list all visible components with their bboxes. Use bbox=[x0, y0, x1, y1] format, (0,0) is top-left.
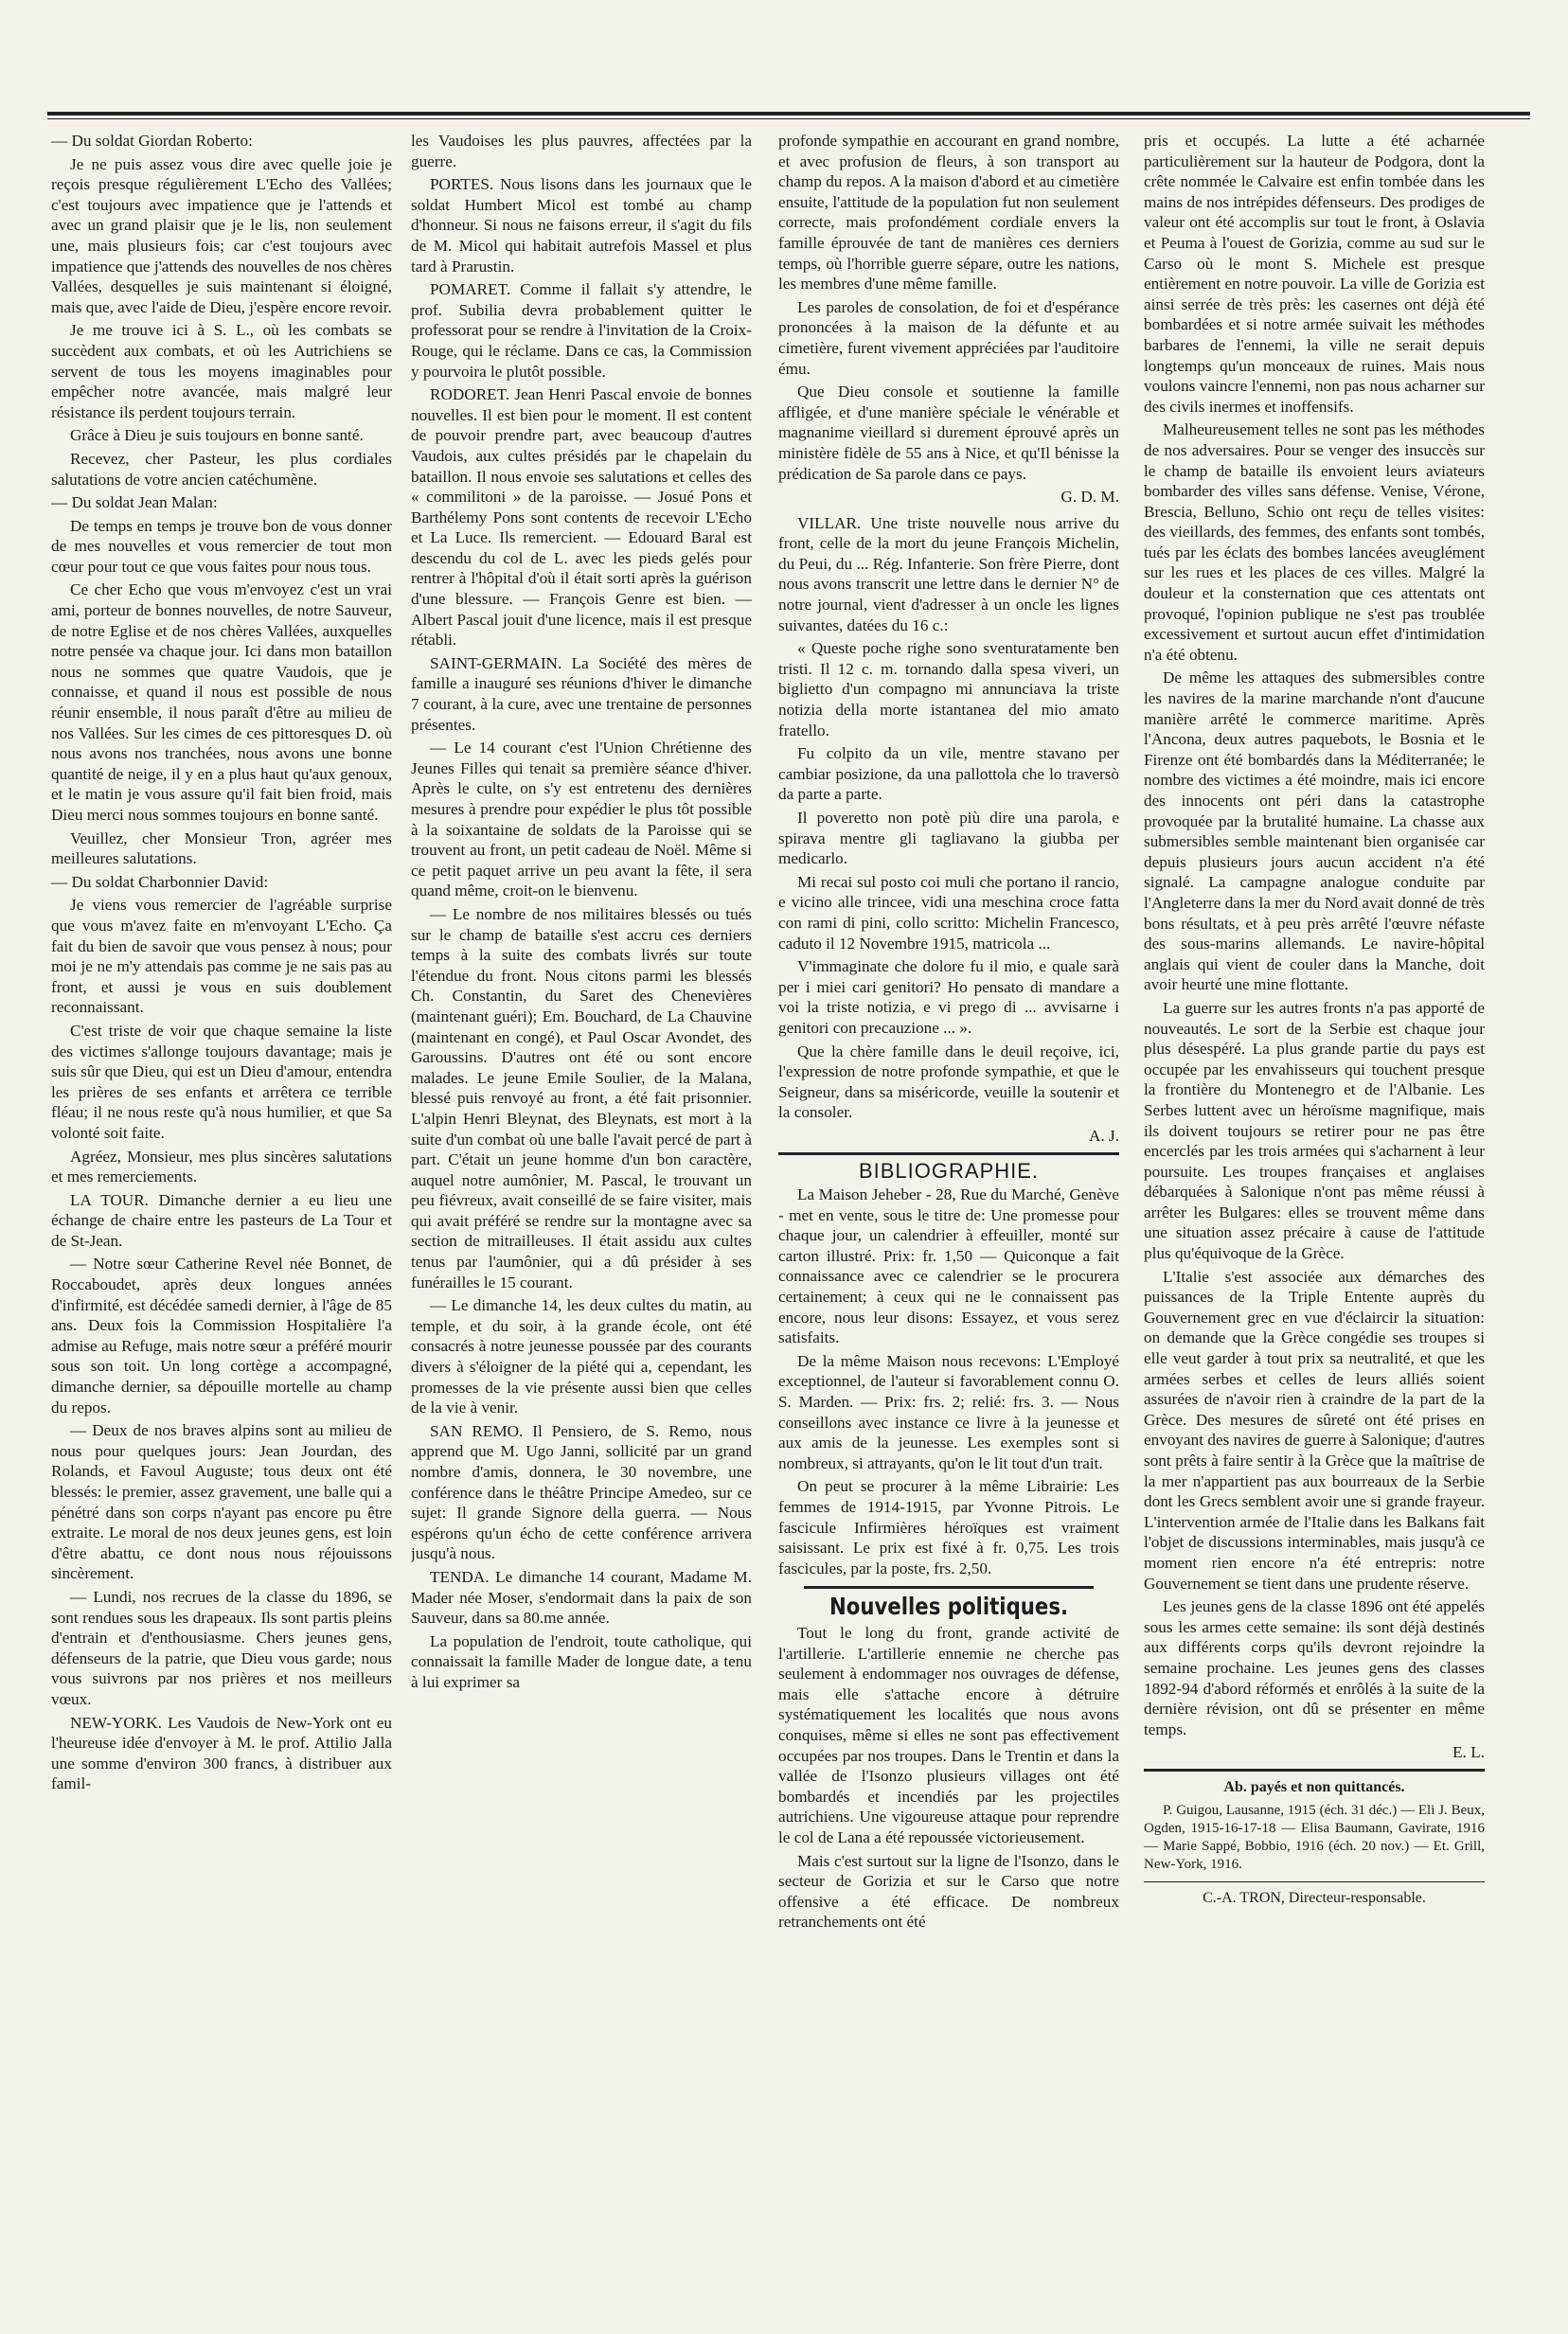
paragraph: La Maison Jeheber - 28, Rue du Marché, Genève - met en vente, sous le titre de: Une promesse pour chaque jour, un calendrier à effeuiller, monté sur carton illustré. Prix: fr. 1,50 — Quiconque a fait connaissance avec ce calendrier se le procurera certainement; à ceux qui ne le connaissent pas encore, nous leur disons: Essayez, et vous serez satisfaits. bbox=[778, 1185, 1119, 1347]
top-rule bbox=[47, 112, 1530, 116]
paragraph: Je viens vous remercier de l'agréable surprise que vous m'avez faite en m'envoyant L'Echo. Ça fait du bien de savoir que vous pensez à nous; pour moi je ne m'y attendais pas comme je ne sais pas au front, et aussi je vous en suis doublement reconnaissant. bbox=[51, 896, 392, 1017]
paragraph: VILLAR. Une triste nouvelle nous arrive du front, celle de la mort du jeune François Michelin, du Peui, du ... Rég. Infanterie. Son frère Pierre, dont nous avons transcrit une lettre dans le dernier N° de notre journal, vient d'adresser à un oncle les lignes suivantes, datées du 16 c.: bbox=[778, 513, 1119, 634]
paragraph: Grâce à Dieu je suis toujours en bonne santé. bbox=[70, 426, 364, 445]
paragraph: Recevez, cher Pasteur, les plus cordiales salutations de votre ancien catéchumène. bbox=[51, 449, 392, 489]
paragraph: les Vaudoises les plus pauvres, affectées par la guerre. bbox=[411, 132, 752, 170]
paragraph: L'Italie s'est associée aux démarches des puissances de la Triple Entente auprès du Gouvernement grec en vue d'éclaircir la situation: on demande que la Grèce congédie ses troupes si elle veut garder à tout prix sa neutralité, et que les armées serbes et celles de leurs alliés soient assurées de n'avoir rien à craindre de la part de la Grèce. Des mesures de sûreté ont été prises en envoyant des navires de guerre à Salonique; d'autres sont prêts à faire sentir à la Grèce que la maîtrise de la mer n'appartient pas aux bourreaux de la Serbie dont les Grecs semblent avoir une si grande frayeur. L'intervention armée de l'Italie dans les Balkans fait l'objet de discussions interminables, mais jusqu'à ce moment rien encore n'a été entrepris: notre Gouvernement se tient dans une prudente réserve. bbox=[1144, 1267, 1485, 1593]
paragraph: profonde sympathie en accourant en grand nombre, et avec profusion de fleurs, à son transport au champ du repos. A la maison d'abord et au cimetière ensuite, l'attitude de la population fut non seulement correcte, mais profondément cordiale envers la famille éprouvée de tant de manières ces derniers temps, où l'horrible guerre sépare, outre les nations, les membres d'une même famille. bbox=[778, 132, 1119, 294]
paragraph: Les jeunes gens de la classe 1896 ont été appelés sous les armes cette semaine: ils sont déjà destinés aux différents corps qu'ils devront rejoindre la semaine prochaine. Les jeunes gens des classes 1892-94 d'abord réformés et enrôlés à la suite de la dernière révision, ont dû se présenter en même temps. bbox=[1144, 1597, 1485, 1738]
paragraph: Mais c'est surtout sur la ligne de l'Isonzo, dans le secteur de Gorizia et sur le Carso que notre offensive a été efficace. De nombreux retranchements ont été bbox=[778, 1851, 1119, 1932]
paragraph: La guerre sur les autres fronts n'a pas apporté de nouveautés. Le sort de la Serbie est chaque jour plus désespéré. La plus grande partie du pays est occupée par les envahisseurs qui touchent presque la frontière du Montenegro et de l'Albanie. Les Serbes luttent avec un héroïsme magnifique, mais ils doivent toujours se retirer pour ne pas être encerclés par les trois armées qui s'acharnent à leur poursuite. Les troupes françaises et anglaises débarquées à Salonique n'ont pas même réussi à arrêter les Bulgares: elles se trouvent même dans une situation assez précaire à cause de l'attitude plus qu'équivoque de la Grèce. bbox=[1144, 998, 1485, 1263]
paragraph: SAINT-GERMAIN. La Société des mères de famille a inauguré ses réunions d'hiver le dimanche 7 courant, à la cure, avec une trentaine de personnes présentes. bbox=[411, 653, 752, 734]
paragraph: V'immaginate che dolore fu il mio, e quale sarà per i miei cari genitori? Ho pensato di mandare a voi la triste notizia, e vi prego di ... avvisarne i genitori con precauzione ... ». bbox=[778, 957, 1119, 1037]
column-2 bbox=[411, 131, 752, 2214]
section-title-nouvelles-politiques: Nouvelles politiques. bbox=[804, 1586, 1094, 1617]
paragraph: Je me trouve ici à S. L., où les combats se succèdent aux combats, et où les Autrichiens se servent de tous les moyens imaginables pour empêcher notre avancée, mais malgré leur résistance ils perdent toujours terrain. bbox=[51, 321, 392, 421]
paragraph: Les paroles de consolation, de foi et d'espérance prononcées à la maison de la défunte et au cimetière, furent vivement appréciées par l'auditoire ému. bbox=[778, 297, 1119, 378]
paragraph: De même les attaques des submersibles contre les navires de la marine marchande n'ont d'aucune manière arrêté le commerce maritime. Après l'Ancona, deux autres paquebots, le Bosnia et le Firenze ont été bombardés dans la Méditerranée; le nombre des victimes a été moindre, mais ici encore des innocents ont péri dans la catastrophe provoquée par la brutalité humaine. La chasse aux submersibles semble maintenant bien organisée car depuis plusieurs jours aucun accident n'a été signalé. La campagne analogue conduite par l'Angleterre dans la mer du Nord avait donné de très bons résultats, et à peu près arrêté l'œuvre néfaste des sous-marins allemands. Le navire-hôpital anglais qui vient de couler dans la Manche, doit avoir heurté une mine flottante. bbox=[1144, 668, 1485, 994]
column-4 bbox=[1144, 131, 1485, 2157]
paragraph: C'est triste de voir que chaque semaine la liste des victimes s'allonge toujours davantage; mais je suis sûr que Dieu, qui est un Dieu d'amour, entendra les prières de ses enfants et arrêtera ce terrible fléau; il ne nous reste qu'à nous humilier, et que Sa volonté soit faite. bbox=[51, 1021, 392, 1142]
paragraph: — Notre sœur Catherine Revel née Bonnet, de Roccaboudet, après deux longues années d'infirmité, est décédée samedi dernier, à l'âge de 85 ans. Deux fois la Commission Hospitalière l'a admise au Refuge, mais notre sœur a préféré mourir sous son toit. Un long cortège a accompagné, dimanche dernier, sa dépouille mortelle au champ du repos. bbox=[51, 1255, 392, 1416]
paragraph: RODORET. Jean Henri Pascal envoie de bonnes nouvelles. Il est bien pour le moment. Il est content de pouvoir prendre part, avec beaucoup d'autres Vaudois, aux cultes présidés par le chapelain du bataillon. Il nous envoie ses salutations et celles des « commilitoni » de la paroisse. — Josué Pons et Barthélemy Pons sont contents de recevoir L'Echo et La Luce. Ils remercient. — Edouard Baral est descendu du col de L. avec les pieds gelés pour rentrer à l'hôpital d'où il était sorti après la guérison d'une blessure. — François Genre est bien. — Albert Pascal jouit d'une licence, mais il est presque rétabli. bbox=[411, 385, 752, 650]
paragraph: De la même Maison nous recevons: L'Employé exceptionnel, de l'auteur si favorablement connu O. S. Marden. — Prix: frs. 2; relié: frs. 3. — Nous conseillons avec instance ce livre à la jeunesse et aux amis de la jeunesse. Les exemples sont si nombreux, si attrayants, qu'on le lit tout d'un trait. bbox=[778, 1351, 1119, 1472]
paragraph: SAN REMO. Il Pensiero, de S. Remo, nous apprend que M. Ugo Janni, sollicité par un grand nombre d'amis, donnera, le 30 novembre, une conférence dans le théâtre Principe Amedeo, sur ce sujet: Il grande Signore della guerra. — Nous espérons qu'un écho de cette conférence arrivera jusqu'à nous. bbox=[411, 1421, 752, 1563]
letter-heading: — Du soldat Charbonnier David: bbox=[51, 872, 269, 891]
paragraph: On peut se procurer à la même Librairie: Les femmes de 1914-1915, par Yvonne Pitrois. Le fascicule Infirmières héroïques est vraiment saisissant. Le prix est fixé à fr. 0,75. Les trois fascicules, par la poste, frs. 2,50. bbox=[778, 1477, 1119, 1577]
signature: G. D. M. bbox=[1060, 488, 1119, 507]
paragraph: Il poveretto non potè più dire una parola, e spirava mentre gli tagliavano la giubba per medicarlo. bbox=[778, 809, 1119, 868]
paragraph: — Le dimanche 14, les deux cultes du matin, au temple, et du soir, à la grande école, ont été consacrés à notre jeunesse poussée par des courants divers à s'éloigner de la piété qui a, cependant, les promesses de la vie présente aussi bien que celles de la vie à venir. bbox=[411, 1296, 752, 1417]
paragraph: Agréez, Monsieur, mes plus sincères salutations et mes remerciements. bbox=[51, 1147, 392, 1186]
paragraph: — Lundi, nos recrues de la classe du 1896, se sont rendues sous les drapeaux. Ils sont partis pleins d'entrain et d'enthousiasme. Chers jeunes gens, défenseurs de la patrie, que Dieu vous garde; nous vous suivrons par nos prières et nos meilleurs vœux. bbox=[51, 1587, 392, 1708]
paragraph: LA TOUR. Dimanche dernier a eu lieu une échange de chaire entre les pasteurs de La Tour et de St-Jean. bbox=[51, 1190, 392, 1250]
signature: A. J. bbox=[1089, 1126, 1119, 1145]
paragraph: — Le 14 courant c'est l'Union Chrétienne des Jeunes Filles qui tenait sa première séance d'hiver. Après le culte, on s'y est entretenu des dernières mesures à prendre pour expédier le plus tôt possible à la soixantaine de soldats de la Paroisse qui se trouvent au front, un petit cadeau de Noël. Même si ce petit paquet arrive un peu avant la fête, il sera quand même, croit-on le bienvenu. bbox=[411, 739, 752, 900]
letter-heading: — Du soldat Giordan Roberto: bbox=[51, 132, 253, 150]
paragraph: De temps en temps je trouve bon de vous donner de mes nouvelles et vous remercier de tout mon cœur pour tout ce que vous faites pour nous tous. bbox=[51, 516, 392, 576]
paragraph: La population de l'endroit, toute catholique, qui connaissait la famille Mader de longue date, a tenu à lui exprimer sa bbox=[411, 1631, 752, 1691]
paragraph: Que Dieu console et soutienne la famille affligée, et d'une manière spéciale le vénérable et magnanime vieillard si durement éprouvé après un ministère fidèle de 55 ans à Nice, et qu'Il bénisse la prédication de Sa parole dans ce pays. bbox=[778, 383, 1119, 483]
section-title-bibliographie: BIBLIOGRAPHIE. bbox=[778, 1152, 1119, 1182]
paragraph: Mi recai sul posto coi muli che portano il rancio, e vicino alle trincee, vidi una meschina croce fatta con rami di pini, collo scritto: Michelin Francesco, caduto il 12 Novembre 1915, matricola ... bbox=[778, 872, 1119, 953]
paragraph: « Queste poche righe sono sventuratamente ben tristi. Il 12 c. m. tornando dalla spesa viveri, un biglietto d'un compagno mi annunciava la triste notizia della morte istantanea del mio amato fratello. bbox=[778, 639, 1119, 739]
paragraph: NEW-YORK. Les Vaudois de New-York ont eu l'heureuse idée d'envoyer à M. le prof. Attilio Jalla une somme d'environ 300 francs, à distribuer aux famil- bbox=[51, 1713, 392, 1793]
column-1 bbox=[51, 131, 392, 2308]
paragraph: — Le nombre de nos militaires blessés ou tués sur le champ de bataille s'est accru ces derniers temps à la suite des combats livrés sur toute l'étendue du front. Nous citons parmi les blessés Ch. Constantin, du Saret des Chenevières (maintenant guéri); Em. Bouchard, de La Chauvine (maintenant en congé), et Paul Oscar Avondet, des Garoussins. D'autres ont été ou sont encore malades. Le jeune Emile Soulier, de la Malana, blessé puis renvoyé au front, a été fait prisonnier. L'alpin Henri Bleynat, des Bleynats, est mort à la suite d'un combat où une balle l'avait percé de part à part. C'était un jeune homme d'un bon caractère, auquel notre aumônier, M. Pascal, le trouvant un peu fiévreux, avait conseillé de se faire visiter, mais qui avait préféré se rendre sur la montagne avec sa section de mitrailleuses. Il était assidu aux cultes tenus par l'aumônier, qui a dû présider à ses funérailles le 15 courant. bbox=[411, 904, 752, 1292]
column-3 bbox=[778, 131, 1119, 2280]
paragraph: Je ne puis assez vous dire avec quelle joie je reçois presque régulièrement L'Echo des Vallées; c'est toujours avec impatience que je l'attends et avec un grand plaisir que je le lis, non seulement une, mais plusieurs fois; car c'est toujours avec impatience que j'attends des nouvelles de nos chères Vallées, desquelles je suis maintenant si éloigné, mais que, avec l'aide de Dieu, j'espère encore revoir. bbox=[51, 154, 392, 316]
letter-heading: — Du soldat Jean Malan: bbox=[51, 493, 218, 512]
paragraph: TENDA. Le dimanche 14 courant, Madame M. Mader née Moser, s'endormait dans la paix de son Sauveur, dans sa 80.me année. bbox=[411, 1567, 752, 1628]
paragraph: Malheureusement telles ne sont pas les méthodes de nos adversaires. Pour se venger des insuccès sur le champ de bataille ils envoient leurs aviateurs bombarder des villes sans défense. Venise, Vérone, Brescia, Belluno, Schio ont reçu de telles visites: des vieillards, des femmes, des enfants sont tombés, tués par les éclats des bombes lancées aveuglément sur les rues et les places de ces villes. Malgré la douleur et la consternation que ces attentats ont provoqué, l'opinion publique ne s'est pas troublée excessivement et surtout aucun effet d'intimidation n'a été obtenu. bbox=[1144, 420, 1485, 664]
paragraph: Que la chère famille dans le deuil reçoive, ici, l'expression de notre profonde sympathie, et que le Seigneur, dans sa miséricorde, veuille la soutenir et la consoler. bbox=[778, 1042, 1119, 1122]
paragraph: Ce cher Echo que vous m'envoyez c'est un vrai ami, porteur de bonnes nouvelles, de notre Sauveur, de notre Eglise et de nos chères Vallées, auxquelles notre pensée va chaque jour. Ici dans mon bataillon nous ne sommes que quatre Vaudois, que je connaisse, et quand il nous est possible de nous réunir ensemble, il nous paraît d'être au milieu de nos Vallées. Sur les cimes de ces pittoresques D. où nous avons nos tranchées, nous avons une bonne quantité de neige, il y en a plus haut qu'aux genoux, et le matin je vous assure qu'il fait bien froid, mais Dieu merci nous sommes toujours en bonne santé. bbox=[51, 580, 392, 824]
paragraph: Veuillez, cher Monsieur Tron, agréer mes meilleures salutations. bbox=[51, 828, 392, 868]
paragraph: Tout le long du front, grande activité de l'artillerie. L'artillerie ennemie ne cherche pas seulement à endommager nos ouvrages de défense, mais elle s'attache encore à détruire systématiquement les localités que nous avons conquises, même si elles ne sont pas effectivement occupées par nos troupes. Dans le Trentin et dans la vallée de l'Isonzo plusieurs villages ont été bombardés et incendiés par les projectiles autrichiens. Une vigoureuse attaque pour reprendre le col de Lana a été repoussée victorieusement. bbox=[778, 1623, 1119, 1846]
subscriptions-title: Ab. payés et non quittancés. bbox=[1144, 1769, 1485, 1798]
signature: E. L. bbox=[1452, 1743, 1485, 1762]
subscriptions-list: P. Guigou, Lausanne, 1915 (éch. 31 déc.) — Eli J. Beux, Ogden, 1915-16-17-18 — Elisa Baumann, Gavirate, 1916 — Marie Sappé, Bobbio, 1916 (éch. 20 nov.) — Et. Grill, New-York, 1916. bbox=[1144, 1802, 1485, 1872]
paragraph: PORTES. Nous lisons dans les journaux que le soldat Humbert Micol est tombé au champ d'honneur. Si nous ne faisons erreur, il s'agit du fils de M. Micol qui habitait autrefois Massel et plus tard à Prarustin. bbox=[411, 175, 752, 276]
paragraph: — Deux de nos braves alpins sont au milieu de nous pour quelques jours: Jean Jourdan, des Rolands, et Favoul Auguste; tous deux ont été blessés: le premier, assez gravement, une balle qui a pénétré dans son corps n'ayant pas encore pu être extraite. Le moral de nos deux jeunes gens, est loin d'être abattu, ce dont nous nous réjouissons sincèrement. bbox=[51, 1421, 392, 1583]
paragraph: Fu colpito da un vile, mentre stavano per cambiar posizione, da una pallottola che lo traversò da parte a parte. bbox=[778, 744, 1119, 804]
top-rule-thin bbox=[47, 118, 1530, 119]
paragraph: POMARET. Comme il fallait s'y attendre, le prof. Subilia devra probablement quitter le professorat pour se rendre à l'invitation de la Croix-Rouge, qui le réclame. Dans ce cas, la Commission y pourvoira le plutôt possible. bbox=[411, 280, 752, 381]
paragraph: pris et occupés. La lutte a été acharnée particulièrement sur la hauteur de Podgora, dont la crête nommée le Calvaire est enfin tombée dans les mains de nos intrépides défenseurs. Des prodiges de valeur ont été accomplis sur tout le front, à Oslavia et Peuma à l'ouest de Gorizia, comme au sud sur le Carso où le mont S. Michele est presque entièrement en notre pouvoir. La ville de Gorizia est ainsi serrée de très près: les casernes ont déjà été bombardées et si notre armée suivait les méthodes barbares de l'ennemi, la ville ne serait depuis longtemps qu'un monceaux de ruines. Mais nous voulons vaincre l'ennemi, non pas nous acharner sur des civils inermes et inoffensifs. bbox=[1144, 132, 1485, 416]
director-line: C.-A. TRON, Directeur-responsable. bbox=[1144, 1881, 1485, 1909]
